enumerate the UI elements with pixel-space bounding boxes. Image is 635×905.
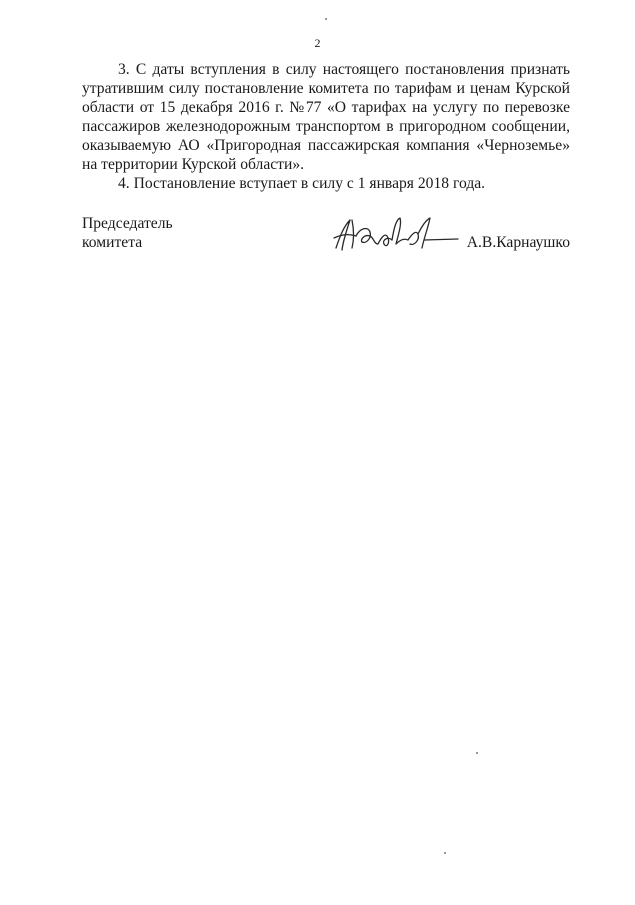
scan-speck-bottom xyxy=(444,852,446,854)
signer-name: А.В.Карнаушко xyxy=(466,234,570,251)
signatory-position xyxy=(82,214,173,252)
position-line-1: Председатель xyxy=(82,215,173,232)
page-number: 2 xyxy=(314,36,321,50)
scan-speck-mid xyxy=(476,752,478,754)
scan-speck-top xyxy=(325,18,327,20)
paragraph-3: 3. С даты вступления в силу настоящего постановления признать утратившим силу постановление комитета по тарифам и ценам Курской области от 15 декабря 2016 г. №77 «О тарифах на услугу по перевозке пассажиров железнодорожным транспортом в пригородном сообщении, оказываемую АО «Пригородная пассажирская компания «Черноземье» на территории Курской области». xyxy=(82,61,570,173)
paragraph-4: 4. Постановление вступает в силу с 1 января 2018 года. xyxy=(118,175,486,192)
document-body xyxy=(82,60,570,193)
signature-block xyxy=(82,214,570,258)
position-line-2: комитета xyxy=(82,234,143,251)
handwritten-signature xyxy=(330,214,462,258)
